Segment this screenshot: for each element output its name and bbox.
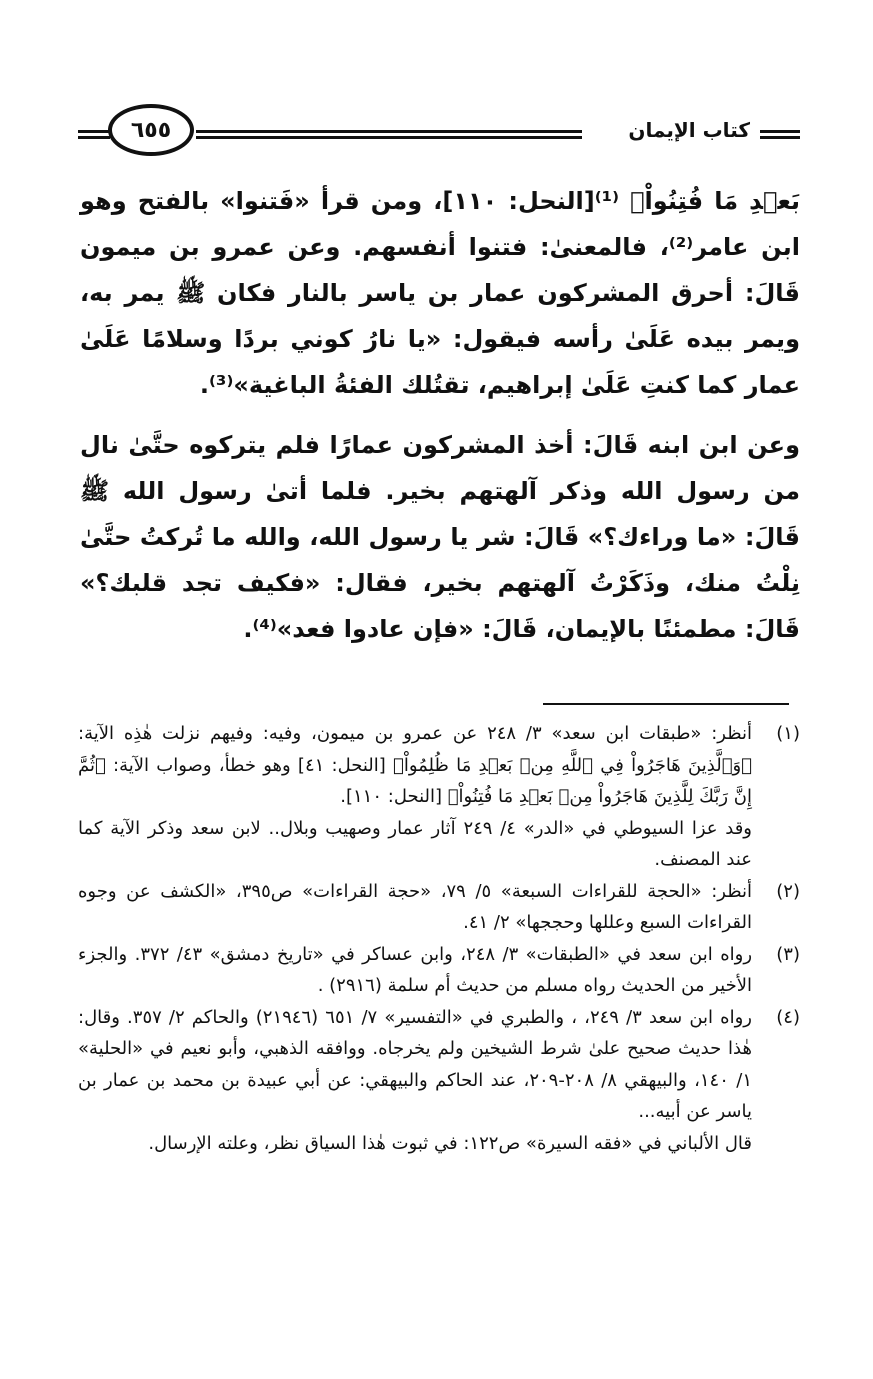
paragraph: بَعۡدِ مَا فُتِنُواْ﴾ ⁽¹⁾[النحل: ١١٠]، ومن قرأ «فَتنوا» بالفتح وهو ابن عامر⁽²⁾، فالمعنىٰ: فتنوا أنفسهم. وعن عمرو بن ميمون قَالَ: أحرق المشركون عمار بن ياسر بالنار فكان ﷺ يمر به، ويمر بيده عَلَىٰ رأسه فيقول: «يا نارُ كوني بردًا وسلامًا عَلَىٰ عمار كما كنتِ عَلَىٰ إبراهيم، تقتُلك الفئةُ الباغية»⁽³⁾. <box>80 187 800 399</box>
paragraph: وعن ابن ابنه قَالَ: أخذ المشركون عمارًا فلم يتركوه حتَّىٰ نال من رسول الله وذكر آلهتهم بخير. فلما أتىٰ رسول الله ﷺ قَالَ: «ما وراءك؟» قَالَ: شر يا رسول الله، والله ما تُركتُ حتَّىٰ نِلْتُ منك، وذَكَرْتُ آلهتهم بخير، فقال: «فكيف تجد قلبك؟» قَالَ: مطمئنًا بالإيمان، قَالَ: «فإن عادوا فعد»⁽⁴⁾. <box>80 431 800 643</box>
footnote-number: (١) <box>776 723 800 744</box>
footnote-text: وقد عزا السيوطي في «الدر» ٤/ ٢٤٩ آثار عمار وصهيب وبلال.. لابن سعد وذكر الآية كما عند المصنف. <box>78 817 753 870</box>
page-number-oval <box>108 104 194 156</box>
footnote-text: أنظر: «الحجة للقراءات السبعة» ٥/ ٧٩، «حجة القراءات» ص٣٩٥، «الكشف عن وجوه القراءات السبع وعللها وحججها» ٢/ ٤١. <box>78 880 752 933</box>
footnote-text: رواه ابن سعد ٣/ ٢٤٩، ، والطبري في «التفسير» ٧/ ٦٥١ (٢١٩٤٦) والحاكم ٢/ ٣٥٧. وقال: هٰذا حديث صحيح علىٰ شرط الشيخين ولم يخرجاه. ووافقه الذهبي، وأبو نعيم في «الحلية» ١/ ١٤٠، والبيهقي ٨/ ٢٠٨-٢٠٩، عند الحاكم والبيهقي: عن أبي عبيدة بن محمد بن عمار بن ياسر عن أبيه... <box>78 1006 752 1122</box>
footnotes <box>78 718 800 1159</box>
chapter-title: كتاب الإيمان <box>628 118 750 142</box>
footnote <box>78 876 800 939</box>
header-rule <box>196 130 582 133</box>
footnote <box>78 718 800 876</box>
footnote-number: (٣) <box>776 943 800 965</box>
footnote-text: قال الألباني في «فقه السيرة» ص١٢٢: في ثبوت هٰذا السياق نظر، وعلته الإرسال. <box>148 1132 752 1154</box>
header-rule <box>78 130 110 133</box>
footnote <box>78 939 800 1002</box>
header-rule <box>760 130 800 133</box>
footnote-number: (٤) <box>776 1006 800 1028</box>
page-number: ٦٥٥ <box>130 117 172 143</box>
footnote-number: (٢) <box>776 880 800 902</box>
footnote-divider <box>543 703 789 705</box>
footnote-text: أنظر: «طبقات ابن سعد» ٣/ ٢٤٨ عن عمرو بن ميمون، وفيه: وفيهم نزلت هٰذِه الآية: ﴿وَٱلَّذِينَ هَاجَرُواْ فِي ٱللَّهِ مِنۢ بَعۡدِ مَا ظُلِمُواْ﴾ [النحل: ٤١] وهو خطأ، وصواب الآية: ﴿ثُمَّ إِنَّ رَبَّكَ لِلَّذِينَ هَاجَرُواْ مِنۢ بَعۡدِ مَا فُتِنُواْ﴾ [النحل: ١١٠]. <box>78 723 753 807</box>
footnote-text: رواه ابن سعد في «الطبقات» ٣/ ٢٤٨، وابن عساكر في «تاريخ دمشق» ٤٣/ ٣٧٢. والجزء الأخير من الحديث رواه مسلم من حديث أم سلمة (٢٩١٦) . <box>78 943 753 996</box>
page-header <box>78 104 800 162</box>
footnote <box>78 1002 800 1160</box>
main-text <box>80 178 800 652</box>
